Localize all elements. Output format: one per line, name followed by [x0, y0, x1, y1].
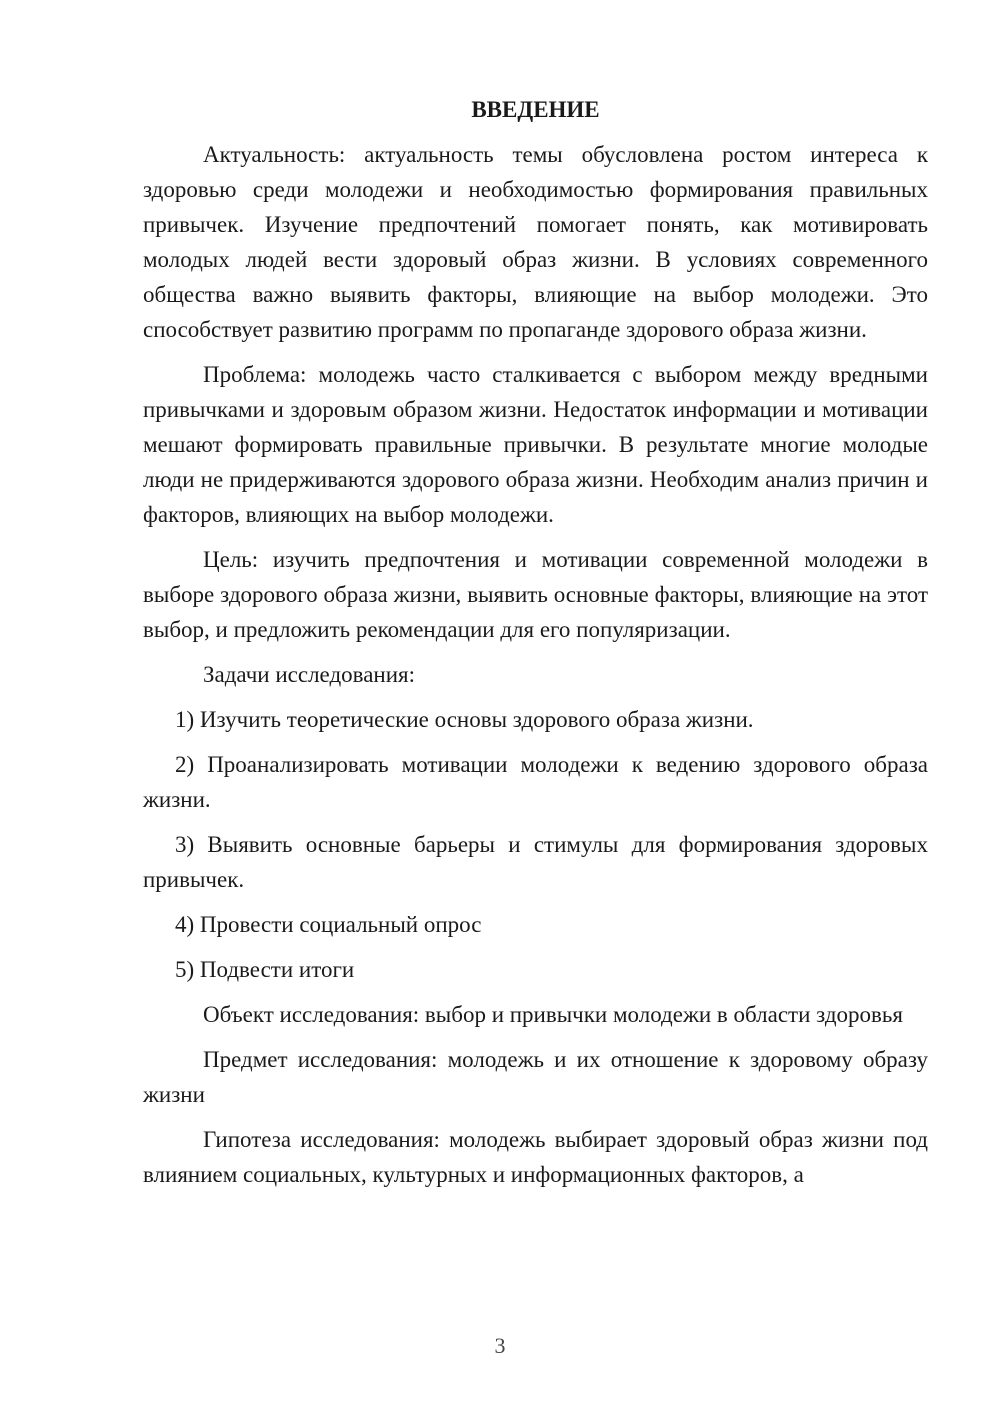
paragraph-goal: Цель: изучить предпочтения и мотивации современной молодежи в выборе здорового образа жизни, выявить основные факторы, влияющие на этот выбор, и предложить рекомендации для его популяризации. [143, 547, 928, 642]
paragraph-hypothesis: Гипотеза исследования: молодежь выбирает здоровый образ жизни под влиянием социальных, культурных и информационных факторов, а [143, 1127, 928, 1187]
paragraph-object: Объект исследования: выбор и привычки молодежи в области здоровья [203, 1002, 903, 1027]
task-item-5: 5) Подвести итоги [175, 957, 355, 982]
task-item-2: 2) Проанализировать мотивации молодежи к ведению здорового образа жизни. [143, 752, 928, 812]
task-item-4: 4) Провести социальный опрос [175, 912, 482, 937]
paragraph-relevance: Актуальность: актуальность темы обусловлена ростом интереса к здоровью среди молодежи и необходимостью формирования правильных привычек. Изучение предпочтений помогает понять, как мотивировать молодых людей вести здоровый образ жизни. В условиях современного общества важно выявить факторы, влияющие на выбор молодежи. Это способствует развитию программ по пропаганде здорового образа жизни. [143, 142, 928, 342]
paragraph-problem: Проблема: молодежь часто сталкивается с выбором между вредными привычками и здоровым образом жизни. Недостаток информации и мотивации мешают формировать правильные привычки. В результате многие молодые люди не придерживаются здорового образа жизни. Необходим анализ причин и факторов, влияющих на выбор молодежи. [143, 362, 928, 527]
tasks-heading: Задачи исследования: [203, 662, 416, 687]
task-item-3: 3) Выявить основные барьеры и стимулы для формирования здоровых привычек. [143, 832, 928, 892]
page-content [143, 92, 928, 1202]
tasks-list [143, 702, 928, 987]
task-item-1: 1) Изучить теоретические основы здорового образа жизни. [175, 707, 754, 732]
page-number: 3 [494, 1333, 506, 1358]
paragraph-subject: Предмет исследования: молодежь и их отношение к здоровому образу жизни [143, 1047, 928, 1107]
section-title: ВВЕДЕНИЕ [471, 97, 600, 122]
